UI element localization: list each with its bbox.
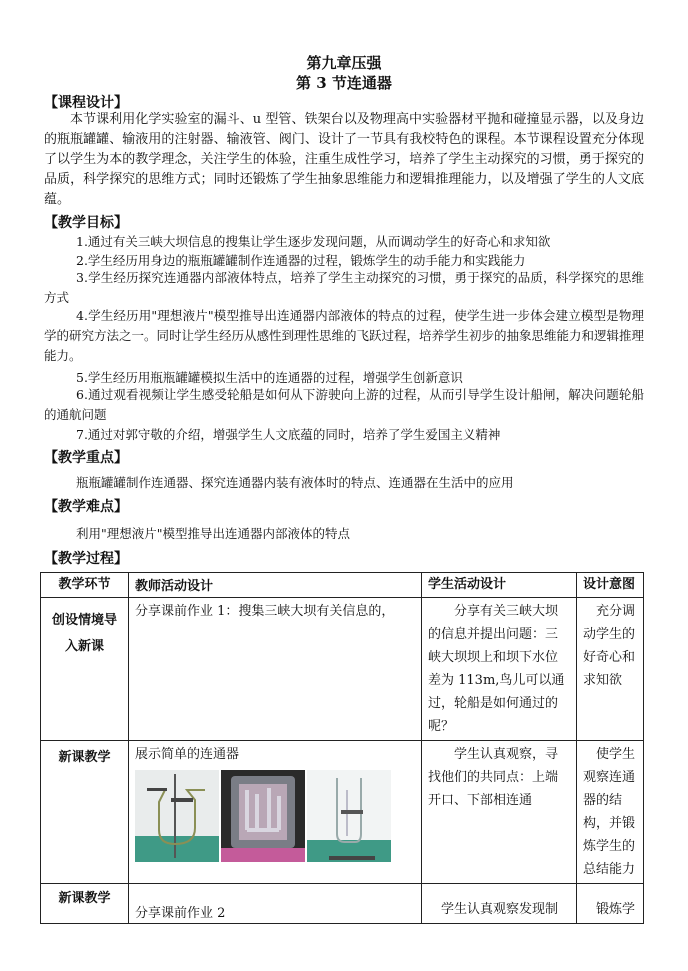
column-header: 教学环节 [41,573,129,598]
panel-device-photo [221,770,305,862]
goal-item: 2.学生经历用身边的瓶瓶罐罐制作连通器的过程，锻炼学生的动手能力和实践能力 [76,253,526,268]
student-cell: 学生认真观察发现制 [422,884,577,924]
chapter-title: 第九章压强 [306,54,382,72]
goal-item: 7.通过对郭守敬的介绍，增强学生人文底蕴的同时，培养了学生爱国主义精神 [76,427,501,442]
teacher-cell: 分享课前作业 2 [129,884,422,924]
column-header: 教师活动设计 [129,573,422,598]
key-heading: 【教学重点】 [44,450,128,466]
section-title: 第 3 节连通器 [296,74,392,92]
design-paragraph: 本节课利用化学实验室的漏斗、u 型管、铁架台以及物理高中实验器材平抛和碰撞显示器，以及身边的瓶瓶罐罐、输液用的注射器、输液管、阀门、设计了一节具有我校特色的课程。本节课程设置充分体现了以学生为本的教学理念，关注学生的体验，注重生成性学习，培养了学生主动探究的习惯，勇于探究的品质，科学探究的思维方式；同时还锻炼了学生抽象思维能力和逻辑推理能力，以及增强了学生的人文底蕴。 [44,112,644,207]
process-table [40,572,644,924]
goals-heading: 【教学目标】 [44,215,128,231]
key-text: 瓶瓶罐罐制作连通器、探究连通器内装有液体时的特点、连通器在生活中的应用 [76,475,514,490]
teacher-cell [129,741,422,884]
process-heading: 【教学过程】 [44,551,128,567]
table-row [41,884,644,924]
goal-item: 6.通过观看视频让学生感受轮船是如何从下游驶向上游的过程，从而引导学生设计船闸，解决问题轮船的通航问题 [44,387,644,422]
funnel-tube-photo [135,770,219,862]
stage-cell: 新课教学 [41,741,129,884]
student-cell: 分享有关三峡大坝的信息并提出问题：三峡大坝坝上和坝下水位差为 113m,鸟儿可以通过，轮船是如何通过的呢？ [422,598,577,741]
teacher-cell: 分享课前作业 1：搜集三峡大坝有关信息的， [129,598,422,741]
intent-cell: 锻炼学 [577,884,644,924]
goal-item: 5.学生经历用瓶瓶罐罐模拟生活中的连通器的过程，增强学生创新意识 [76,370,463,385]
stage-cell: 创设情境导入新课 [41,598,129,741]
intent-cell: 使学生观察连通器的结构，并锻炼学生的总结能力 [577,741,644,884]
intent-cell: 充分调动学生的好奇心和求知欲 [577,598,644,741]
difficulty-heading: 【教学难点】 [44,499,128,515]
stage-cell: 新课教学 [41,884,129,924]
table-header-row [41,573,644,598]
test-tube-photo [307,770,391,862]
goal-item: 3.学生经历探究连通器内部液体特点，培养了学生主动探究的习惯，勇于探究的品质，科学探究的思维方式 [44,270,644,305]
column-header: 学生活动设计 [422,573,577,598]
table-row [41,741,644,884]
student-cell: 学生认真观察，寻找他们的共同点：上端开口、下部相连通 [422,741,577,884]
teacher-text: 展示简单的连通器 [135,747,240,762]
column-header: 设计意图 [577,573,644,598]
table-row [41,598,644,741]
difficulty-text: 利用"理想液片"模型推导出连通器内部液体的特点 [76,526,350,541]
goal-item: 1.通过有关三峡大坝信息的搜集让学生逐步发现问题，从而调动学生的好奇心和求知欲 [76,234,551,249]
goal-item: 4.学生经历用"理想液片"模型推导出连通器内部液体的特点的过程，使学生进一步体会建立模型是物理学的研究方法之一。同时让学生经历从感性到理性思维的飞跃过程，培养学生初步的抽象思维能力和逻辑推理能力。 [44,308,645,363]
design-heading: 【课程设计】 [44,95,128,111]
connector-photos [135,770,415,862]
